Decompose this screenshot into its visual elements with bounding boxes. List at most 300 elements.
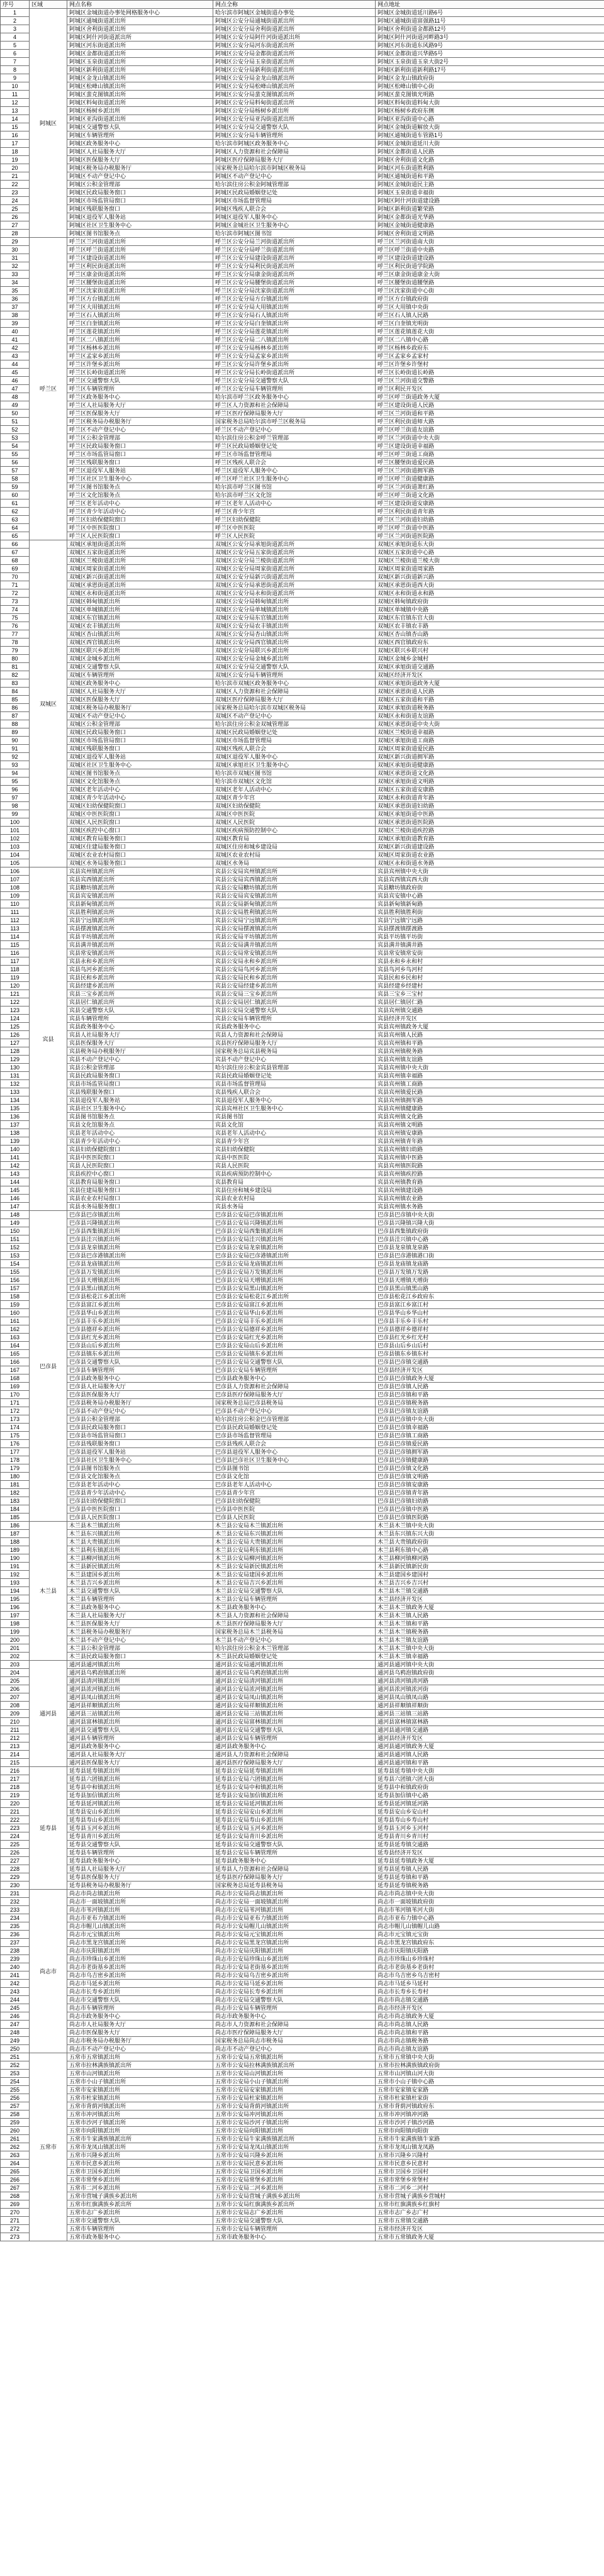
table-row <box>1 1857 604 1865</box>
table-row <box>1 1661 604 1669</box>
cell-no: 149 <box>1 1219 30 1227</box>
cell-name: 双城区妇幼保健院窗口 <box>67 802 213 810</box>
cell-no: 171 <box>1 1399 30 1407</box>
cell-name: 延寿县延寿镇派出所 <box>67 1767 213 1775</box>
cell-full-name: 呼兰区医疗保障局服务大厅 <box>213 410 376 418</box>
cell-address: 五常市小山子镇中心路 <box>376 2078 604 2086</box>
cell-address: 宾县常安镇常安街 <box>376 949 604 957</box>
table-row <box>1 1841 604 1849</box>
cell-address: 双城区西官镇政府东 <box>376 638 604 647</box>
cell-no: 15 <box>1 123 30 131</box>
cell-address: 阿城区阿什河街道建设路 <box>376 197 604 205</box>
table-row <box>1 1971 604 1980</box>
table-row <box>1 1113 604 1121</box>
cell-name: 呼兰区许堡乡派出所 <box>67 360 213 369</box>
cell-address: 延寿县延寿镇和平路 <box>376 1873 604 1882</box>
cell-full-name: 通河县公安局富林镇派出所 <box>213 1718 376 1726</box>
table-row <box>1 1775 604 1783</box>
cell-name: 呼兰区不动产登记中心 <box>67 426 213 434</box>
cell-address: 双城区承恩街道人民路 <box>376 688 604 696</box>
cell-name: 宾县退役军人服务站 <box>67 1096 213 1105</box>
cell-address: 五常市营城子满族乡营城村 <box>376 2192 604 2200</box>
cell-name: 宾县满井镇派出所 <box>67 941 213 949</box>
table-row <box>1 1203 604 1211</box>
cell-no: 182 <box>1 1489 30 1497</box>
cell-full-name: 巴彦县公安局松花江乡派出所 <box>213 1293 376 1301</box>
cell-no: 3 <box>1 25 30 33</box>
cell-address: 巴彦县丰乐乡丰乐村 <box>376 1317 604 1325</box>
cell-address: 巴彦县华山乡华山村 <box>376 1309 604 1317</box>
table-row <box>1 1219 604 1227</box>
cell-no: 101 <box>1 827 30 835</box>
cell-address: 呼兰区建设街道安康路 <box>376 499 604 508</box>
cell-address: 五常市兴隆乡兴隆村 <box>376 2151 604 2160</box>
cell-no: 227 <box>1 1857 30 1865</box>
cell-no: 97 <box>1 794 30 802</box>
cell-no: 242 <box>1 1980 30 1988</box>
cell-name: 五常市政务服务中心 <box>67 2233 213 2241</box>
cell-name: 巴彦县医保服务大厅 <box>67 1391 213 1399</box>
cell-name: 双城区教育局服务窗口 <box>67 835 213 843</box>
table-row <box>1 1399 604 1407</box>
cell-address: 宾县经济开发区 <box>376 1015 604 1023</box>
cell-name: 延寿县人社局服务大厅 <box>67 1865 213 1873</box>
cell-name: 宾县新甸镇派出所 <box>67 900 213 908</box>
cell-name: 五常市山河镇派出所 <box>67 2070 213 2078</box>
cell-address: 木兰县木兰镇幸福路 <box>376 1653 604 1661</box>
cell-name: 五常市营城子满族乡派出所 <box>67 2192 213 2200</box>
table-row <box>1 99 604 107</box>
cell-full-name: 阿城区公安分局交通警察大队 <box>213 123 376 131</box>
table-row <box>1 82 604 91</box>
cell-full-name: 尚志市公安局珍珠山乡派出所 <box>213 1955 376 1963</box>
cell-address: 尚志市尚志镇税务路 <box>376 2037 604 2045</box>
cell-no: 25 <box>1 205 30 213</box>
cell-full-name: 巴彦县人力资源和社会保障局 <box>213 1383 376 1391</box>
cell-full-name: 尚志市公安局黑龙宫镇派出所 <box>213 1939 376 1947</box>
cell-no: 266 <box>1 2176 30 2184</box>
cell-full-name: 双城区公安分局东官镇派出所 <box>213 614 376 622</box>
cell-address: 宾县宾州镇友谊路 <box>376 1056 604 1064</box>
cell-address: 双城区承旭街道教育路 <box>376 835 604 843</box>
cell-name: 阿城区料甸街道派出所 <box>67 99 213 107</box>
cell-full-name: 延寿县人力资源和社会保障局 <box>213 1865 376 1873</box>
table-row <box>1 1653 604 1661</box>
cell-no: 136 <box>1 1113 30 1121</box>
table-row <box>1 2176 604 2184</box>
cell-address: 阿城区金都街道兴华路5号 <box>376 50 604 58</box>
cell-name: 尚志市珍珠山乡派出所 <box>67 1955 213 1963</box>
table-row <box>1 1890 604 1898</box>
cell-no: 23 <box>1 189 30 197</box>
cell-name: 双城区人民医院窗口 <box>67 818 213 827</box>
header-full-name: 网点全称 <box>213 1 376 9</box>
cell-no: 194 <box>1 1587 30 1595</box>
cell-address: 双城区承旭街道东大街 <box>376 540 604 549</box>
cell-address: 延寿县加信镇中心路 <box>376 1792 604 1800</box>
cell-name: 延寿县加信镇派出所 <box>67 1792 213 1800</box>
cell-name: 尚志市车辆管理所 <box>67 2004 213 2012</box>
cell-name: 巴彦县兴隆镇派出所 <box>67 1219 213 1227</box>
cell-name: 呼兰区老年活动中心 <box>67 499 213 508</box>
cell-address: 延寿县寿山乡寿山村 <box>376 1816 604 1824</box>
cell-address: 尚志市亚布力镇中心路 <box>376 1914 604 1922</box>
cell-name: 巴彦县巴彦港镇派出所 <box>67 1252 213 1260</box>
cell-name: 巴彦县西集镇派出所 <box>67 1227 213 1235</box>
cell-no: 187 <box>1 1530 30 1538</box>
cell-address: 阿城区亚沟街道中心路 <box>376 115 604 123</box>
cell-full-name: 木兰县公安局建国乡派出所 <box>213 1571 376 1579</box>
cell-name: 尚志市亚布力镇派出所 <box>67 1914 213 1922</box>
cell-no: 165 <box>1 1350 30 1358</box>
cell-full-name: 尚志市公安局交通警察大队 <box>213 1996 376 2004</box>
cell-address: 双城区承旭街道税务路 <box>376 704 604 712</box>
cell-full-name: 木兰县人力资源和社会保障局 <box>213 1612 376 1620</box>
cell-full-name: 呼兰区不动产登记中心 <box>213 426 376 434</box>
table-row <box>1 164 604 172</box>
cell-name: 阿城区民政局服务窗口 <box>67 189 213 197</box>
table-row <box>1 998 604 1006</box>
cell-no: 269 <box>1 2200 30 2209</box>
cell-no: 245 <box>1 2004 30 2012</box>
cell-name: 宾县农业农村局窗口 <box>67 1195 213 1203</box>
cell-name: 宾县青少年活动中心 <box>67 1137 213 1146</box>
cell-full-name: 五常市公安局兴隆乡派出所 <box>213 2151 376 2160</box>
cell-full-name: 阿城区公安分局玉泉街道派出所 <box>213 58 376 66</box>
cell-name: 延寿县医保服务大厅 <box>67 1873 213 1882</box>
cell-name: 木兰县不动产登记中心 <box>67 1636 213 1644</box>
cell-name: 双城区金城乡派出所 <box>67 655 213 663</box>
table-row <box>1 181 604 189</box>
cell-full-name: 呼兰区公安分局白奎镇派出所 <box>213 320 376 328</box>
table-row <box>1 328 604 336</box>
cell-no: 5 <box>1 42 30 50</box>
cell-address: 宾县糖坊镇政府街 <box>376 884 604 892</box>
cell-address: 阿城区通城街道和平路 <box>376 172 604 181</box>
cell-name: 尚志市老街基乡派出所 <box>67 1963 213 1971</box>
cell-address: 巴彦县巴彦镇青年路 <box>376 1489 604 1497</box>
cell-full-name: 呼兰区公安分局二八镇派出所 <box>213 336 376 344</box>
cell-no: 163 <box>1 1334 30 1342</box>
cell-name: 阿城区残联服务窗口 <box>67 205 213 213</box>
cell-name: 通河县人社局服务大厅 <box>67 1751 213 1759</box>
cell-address: 双城区农丰镇农丰路 <box>376 622 604 630</box>
table-row <box>1 1767 604 1775</box>
cell-name: 阿城区车辆管理所 <box>67 131 213 140</box>
cell-full-name: 尚志市不动产登记中心 <box>213 2045 376 2053</box>
cell-full-name: 延寿县公安局青川乡派出所 <box>213 1832 376 1841</box>
cell-address: 尚志市尚志镇交通路 <box>376 1996 604 2004</box>
cell-full-name: 通河县医疗保障局服务大厅 <box>213 1759 376 1767</box>
cell-no: 69 <box>1 565 30 573</box>
cell-no: 156 <box>1 1276 30 1285</box>
cell-full-name: 阿城区不动产登记中心 <box>213 172 376 181</box>
table-row <box>1 941 604 949</box>
table-row <box>1 172 604 181</box>
cell-name: 巴彦县不动产登记中心 <box>67 1407 213 1415</box>
cell-full-name: 五常市公安局营城子满族乡派出所 <box>213 2192 376 2200</box>
table-row <box>1 1235 604 1244</box>
cell-full-name: 宾县公安局糖坊镇派出所 <box>213 884 376 892</box>
table-row <box>1 230 604 238</box>
cell-no: 155 <box>1 1268 30 1276</box>
cell-name: 五常市五常镇派出所 <box>67 2053 213 2061</box>
table-row <box>1 867 604 876</box>
cell-full-name: 巴彦县民政局婚姻登记处 <box>213 1424 376 1432</box>
cell-name: 宾县民和乡派出所 <box>67 974 213 982</box>
table-row <box>1 1334 604 1342</box>
cell-full-name: 呼兰区公安分局沈家街道派出所 <box>213 287 376 295</box>
cell-name: 阿城区舍利街道派出所 <box>67 25 213 33</box>
cell-full-name: 尚志市公安局长寿乡派出所 <box>213 1988 376 1996</box>
cell-address: 巴彦县巴彦镇税务路 <box>376 1399 604 1407</box>
table-row <box>1 2192 604 2200</box>
cell-address: 呼兰区康金街道康金大街 <box>376 270 604 279</box>
cell-address: 巴彦县巴彦镇友谊路 <box>376 1407 604 1415</box>
table-row <box>1 1497 604 1505</box>
cell-name: 宾县住建局服务窗口 <box>67 1186 213 1195</box>
cell-address: 巴彦县松花江乡政府东 <box>376 1293 604 1301</box>
table-row <box>1 1563 604 1571</box>
cell-no: 6 <box>1 50 30 58</box>
cell-no: 213 <box>1 1742 30 1751</box>
cell-no: 208 <box>1 1702 30 1710</box>
cell-address: 呼兰区呼兰街道友谊路 <box>376 426 604 434</box>
cell-address: 五常市沙河子镇沙河路 <box>376 2119 604 2127</box>
cell-full-name: 尚志市公安局元宝镇派出所 <box>213 1931 376 1939</box>
cell-full-name: 木兰县公安局大贵镇派出所 <box>213 1538 376 1546</box>
cell-name: 阿城区阿什河街道派出所 <box>67 33 213 42</box>
table-row <box>1 1824 604 1832</box>
table-row <box>1 1612 604 1620</box>
cell-address: 呼兰区二八镇中心路 <box>376 336 604 344</box>
cell-name: 宾县糖坊镇派出所 <box>67 884 213 892</box>
table-row <box>1 254 604 262</box>
cell-address: 阿城区河东街道东风路9号 <box>376 42 604 50</box>
cell-address: 宾县宾州镇交通路 <box>376 1006 604 1015</box>
cell-address: 宾县宾州镇政务大厦 <box>376 1023 604 1031</box>
cell-name: 五常市拉林满族镇派出所 <box>67 2061 213 2070</box>
cell-full-name: 呼兰区公安分局方台镇派出所 <box>213 295 376 303</box>
cell-address: 巴彦县巴彦镇政务大厦 <box>376 1374 604 1383</box>
cell-no: 144 <box>1 1178 30 1186</box>
table-row <box>1 123 604 131</box>
table-row <box>1 295 604 303</box>
cell-no: 60 <box>1 491 30 499</box>
cell-address: 阿城区河东街道胜利路 <box>376 164 604 172</box>
cell-full-name: 五常市公安局五常镇派出所 <box>213 2053 376 2061</box>
cell-name: 巴彦县人民医院窗口 <box>67 1514 213 1522</box>
cell-address: 尚志市经济开发区 <box>376 2004 604 2012</box>
cell-no: 74 <box>1 606 30 614</box>
cell-full-name: 国家税务总局木兰县税务局 <box>213 1628 376 1636</box>
cell-full-name: 木兰县公安局利东镇派出所 <box>213 1546 376 1554</box>
cell-name: 呼兰区税务局办税服务厅 <box>67 418 213 426</box>
cell-name: 巴彦县政务服务中心 <box>67 1374 213 1383</box>
cell-name: 呼兰区文化馆服务点 <box>67 491 213 499</box>
cell-no: 189 <box>1 1546 30 1554</box>
cell-address: 延寿县安山乡安山村 <box>376 1808 604 1816</box>
cell-address: 双城区承旭街道交通路 <box>376 663 604 671</box>
cell-no: 49 <box>1 401 30 410</box>
cell-name: 双城区车辆管理所 <box>67 671 213 679</box>
cell-no: 209 <box>1 1710 30 1718</box>
cell-name: 双城区文化馆服务点 <box>67 778 213 786</box>
cell-no: 192 <box>1 1571 30 1579</box>
cell-name: 呼兰区腰堡街道派出所 <box>67 279 213 287</box>
table-row <box>1 1571 604 1579</box>
cell-full-name: 延寿县公安局车辆管理所 <box>213 1849 376 1857</box>
cell-no: 151 <box>1 1235 30 1244</box>
cell-name: 双城区兰棱街道派出所 <box>67 557 213 565</box>
cell-address: 尚志市乌吉密乡乌吉密村 <box>376 1971 604 1980</box>
cell-full-name: 双城区人力资源和社会保障局 <box>213 688 376 696</box>
cell-full-name: 尚志市政务服务中心 <box>213 2012 376 2021</box>
cell-address: 呼兰区利民开发区 <box>376 385 604 393</box>
cell-name: 巴彦县退役军人服务站 <box>67 1448 213 1456</box>
table-row <box>1 1080 604 1088</box>
cell-address: 宾县平坊镇平坊街 <box>376 933 604 941</box>
cell-full-name: 呼兰区人力资源和社会保障局 <box>213 401 376 410</box>
table-row <box>1 2078 604 2086</box>
cell-name: 宾县疾控中心窗口 <box>67 1170 213 1178</box>
cell-address: 宾县宾州镇工商路 <box>376 1080 604 1088</box>
table-row <box>1 1783 604 1792</box>
cell-no: 263 <box>1 2151 30 2160</box>
table-row <box>1 1154 604 1162</box>
table-row <box>1 491 604 499</box>
cell-address: 尚志市老街基乡老街村 <box>376 1963 604 1971</box>
cell-name: 巴彦县社区卫生服务中心 <box>67 1456 213 1464</box>
cell-address: 阿城区舍利街道金都路12号 <box>376 25 604 33</box>
cell-address: 木兰县东兴镇东兴大街 <box>376 1530 604 1538</box>
cell-name: 阿城区蜚克图镇派出所 <box>67 91 213 99</box>
cell-full-name: 双城区退役军人服务中心 <box>213 753 376 761</box>
cell-address: 双城区承恩街道文化路 <box>376 769 604 778</box>
table-row <box>1 336 604 344</box>
table-row <box>1 1939 604 1947</box>
cell-full-name: 巴彦县退役军人服务中心 <box>213 1448 376 1456</box>
cell-name: 巴彦县德祥乡派出所 <box>67 1325 213 1334</box>
cell-name: 巴彦县镇东乡派出所 <box>67 1350 213 1358</box>
cell-full-name: 巴彦县医疗保障局服务大厅 <box>213 1391 376 1399</box>
cell-address: 巴彦县巴彦镇交通路 <box>376 1358 604 1366</box>
cell-address: 宾县宾州镇教育路 <box>376 1178 604 1186</box>
cell-no: 253 <box>1 2070 30 2078</box>
cell-name: 延寿县延河镇派出所 <box>67 1800 213 1808</box>
cell-full-name: 呼兰区公安分局建设街道派出所 <box>213 254 376 262</box>
cell-no: 172 <box>1 1407 30 1415</box>
cell-no: 183 <box>1 1497 30 1505</box>
cell-no: 26 <box>1 213 30 221</box>
cell-address: 双城区五家街道和平路 <box>376 696 604 704</box>
cell-name: 呼兰区医保服务大厅 <box>67 410 213 418</box>
cell-address: 通河县通河镇中央大街 <box>376 1661 604 1669</box>
cell-full-name: 巴彦县公安局龙泉镇派出所 <box>213 1244 376 1252</box>
cell-no: 134 <box>1 1096 30 1105</box>
cell-no: 77 <box>1 630 30 638</box>
cell-address: 呼兰区兰河街道南大街 <box>376 238 604 246</box>
cell-full-name: 双城区不动产登记中心 <box>213 712 376 720</box>
cell-address: 巴彦县兴隆镇兴隆大街 <box>376 1219 604 1227</box>
table-row <box>1 1301 604 1309</box>
cell-name: 延寿县安山乡派出所 <box>67 1808 213 1816</box>
cell-no: 139 <box>1 1137 30 1146</box>
table-row <box>1 1244 604 1252</box>
cell-full-name: 通河县公安局凤山镇派出所 <box>213 1693 376 1702</box>
cell-full-name: 哈尔滨住房公积金呼兰管理部 <box>213 434 376 442</box>
cell-district: 延寿县 <box>30 1767 67 1890</box>
cell-name: 木兰县医保服务大厅 <box>67 1620 213 1628</box>
cell-full-name: 国家税务总局哈尔滨市双城区税务局 <box>213 704 376 712</box>
table-row <box>1 851 604 859</box>
cell-no: 205 <box>1 1677 30 1685</box>
cell-address: 巴彦县巴彦镇安康路 <box>376 1481 604 1489</box>
cell-name: 木兰县柳河镇派出所 <box>67 1554 213 1563</box>
cell-address: 双城区永和街道水务路 <box>376 859 604 867</box>
cell-no: 188 <box>1 1538 30 1546</box>
cell-full-name: 五常市公安局龙凤山镇派出所 <box>213 2143 376 2151</box>
cell-full-name: 哈尔滨市呼兰区图书馆 <box>213 483 376 491</box>
cell-address: 巴彦县天增镇天增街 <box>376 1276 604 1285</box>
cell-name: 双城区中医医院窗口 <box>67 810 213 818</box>
cell-address: 宾县新甸镇新甸路 <box>376 900 604 908</box>
table-row <box>1 1072 604 1080</box>
table-row <box>1 213 604 221</box>
cell-address: 阿城区玉泉街道幸福街 <box>376 189 604 197</box>
table-row <box>1 2012 604 2021</box>
cell-address: 阿城区金龙山镇政府街 <box>376 74 604 82</box>
cell-no: 24 <box>1 197 30 205</box>
cell-full-name: 宾县文化馆 <box>213 1121 376 1129</box>
cell-no: 66 <box>1 540 30 549</box>
cell-name: 双城区社区卫生服务中心 <box>67 761 213 769</box>
cell-full-name: 宾县教育局 <box>213 1178 376 1186</box>
table-row <box>1 696 604 704</box>
table-row <box>1 1882 604 1890</box>
table-row <box>1 737 604 745</box>
cell-address: 双城区单城镇中央路 <box>376 606 604 614</box>
table-row <box>1 1186 604 1195</box>
cell-name: 双城区住建局服务窗口 <box>67 843 213 851</box>
cell-no: 57 <box>1 467 30 475</box>
table-row <box>1 426 604 434</box>
cell-name: 巴彦县残联服务窗口 <box>67 1440 213 1448</box>
cell-no: 79 <box>1 647 30 655</box>
cell-name: 五常市沙河子镇派出所 <box>67 2119 213 2127</box>
table-row <box>1 2200 604 2209</box>
table-row <box>1 2225 604 2233</box>
cell-address: 尚志市长寿乡长寿村 <box>376 1988 604 1996</box>
table-row <box>1 91 604 99</box>
cell-no: 197 <box>1 1612 30 1620</box>
table-row <box>1 1374 604 1383</box>
table-row <box>1 1514 604 1522</box>
cell-full-name: 国家税务总局宾县税务局 <box>213 1047 376 1056</box>
cell-no: 71 <box>1 581 30 589</box>
cell-name: 阿城区新利街道派出所 <box>67 66 213 74</box>
cell-name: 宾县交通警察大队 <box>67 1006 213 1015</box>
table-row <box>1 1726 604 1734</box>
cell-address: 通河县清河镇清河路 <box>376 1677 604 1685</box>
cell-full-name: 巴彦县妇幼保健院 <box>213 1497 376 1505</box>
cell-name: 呼兰区杨林乡派出所 <box>67 344 213 352</box>
cell-no: 129 <box>1 1056 30 1064</box>
cell-full-name: 呼兰区公安分局车辆管理所 <box>213 385 376 393</box>
cell-full-name: 巴彦县残疾人联合会 <box>213 1440 376 1448</box>
cell-address: 巴彦县巴彦镇妇幼路 <box>376 1497 604 1505</box>
cell-name: 双城区老年活动中心 <box>67 786 213 794</box>
